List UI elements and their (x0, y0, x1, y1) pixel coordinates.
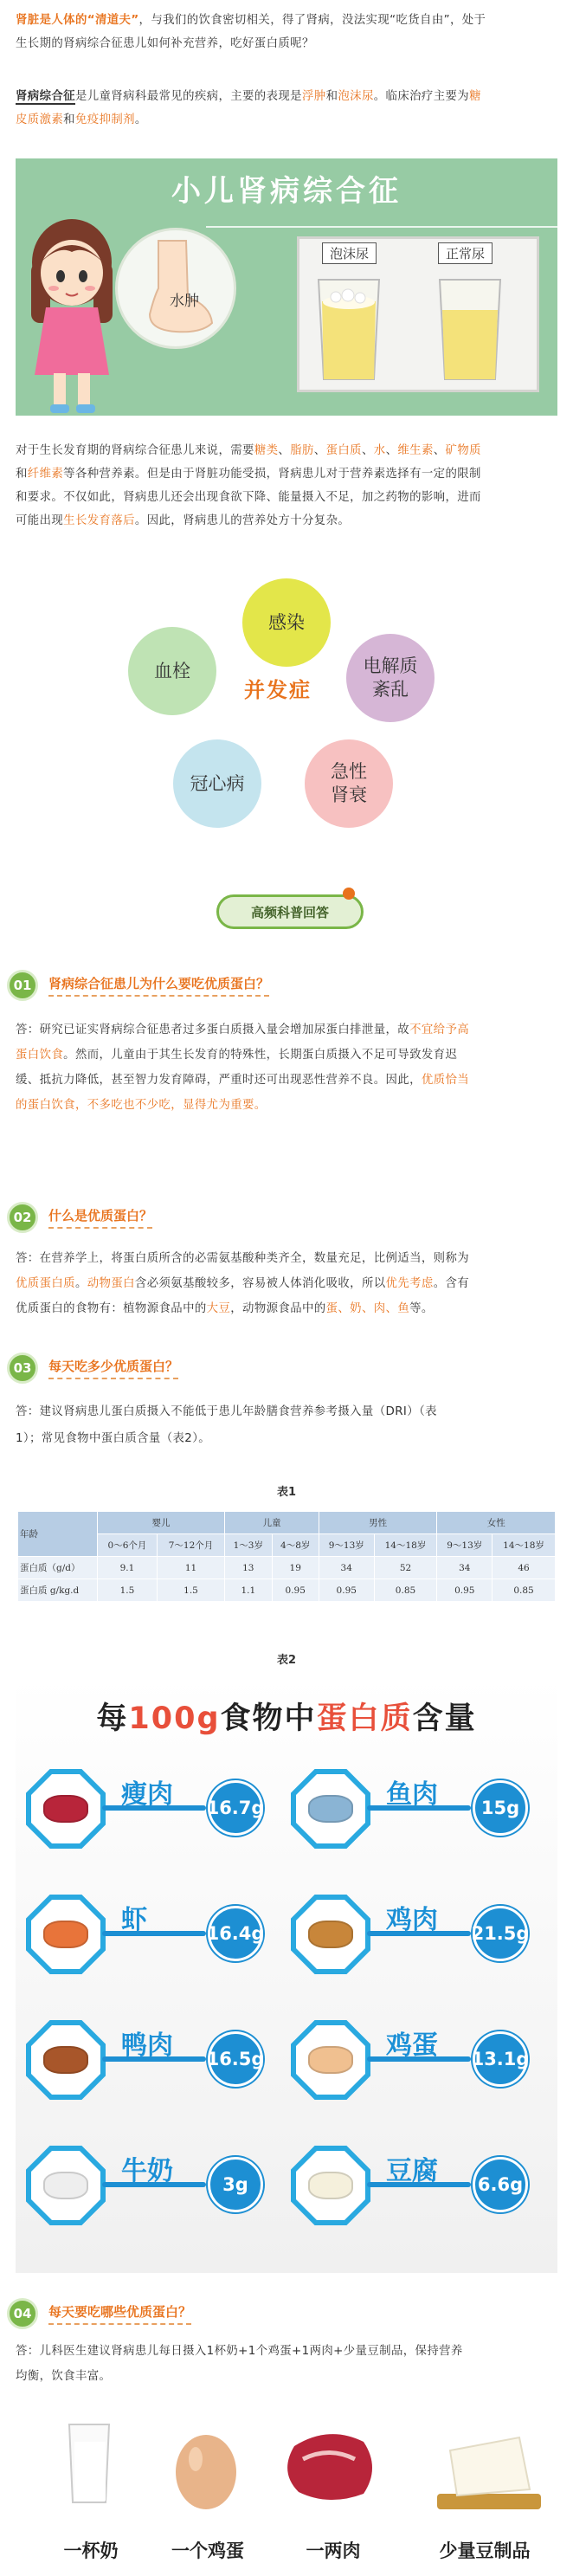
term-growth-delay: 生长发育落后 (63, 514, 135, 527)
term-sugar: 糖 (469, 90, 481, 103)
food-name: 鸡蛋 (386, 2030, 438, 2061)
table1-cell: 0.95 (437, 1579, 493, 1602)
table1-sub: 0～6个月 (98, 1534, 158, 1557)
food-badge (291, 1769, 370, 1849)
value-text: 3g (222, 2174, 248, 2195)
title-part: 含量 (412, 1701, 477, 1736)
food-badge (26, 2146, 106, 2225)
q1-line-4: 的蛋白饮食，不多吃也不少吃，显得尤为重要。 (16, 1099, 267, 1112)
q2-line-2 (16, 1271, 561, 1296)
text: 缓、抵抗力降低，甚至智力发育障碍，严重时还可出现恶性营养不良。因此， (16, 1074, 422, 1087)
food-name: 牛奶 (121, 2156, 173, 2186)
table1-sub: 9～13岁 (437, 1534, 493, 1557)
foam-urine-label: 泡沫尿 (322, 242, 377, 264)
text: 和 (16, 468, 28, 481)
chicken-icon (296, 1900, 365, 1969)
milk-icon (31, 2151, 100, 2220)
food-item (26, 2139, 286, 2234)
sep: 、 (313, 444, 326, 457)
table1-sub: 9～13岁 (319, 1534, 374, 1557)
text: 答：研究已证实肾病综合征患者过多蛋白质摄入量会增加尿蛋白排泄量，故 (16, 1023, 410, 1036)
table1-cell: 1.5 (157, 1579, 224, 1602)
q3-line-2: 1）；常见食物中蛋白质含量（表2）。 (16, 1432, 211, 1445)
complication-thrombosis (128, 627, 216, 715)
table1-cell: 34 (319, 1557, 374, 1579)
table1-cell: 0.95 (319, 1579, 374, 1602)
caption-meat: 一两肉 (306, 2540, 361, 2561)
text: 等。 (409, 1302, 434, 1315)
highlight: 动物蛋白 (87, 1277, 135, 1290)
q1-title: 肾病综合征患儿为什么要吃优质蛋白？ (48, 974, 269, 997)
food-protein-value (208, 1780, 263, 1836)
food-name: 虾 (121, 1905, 147, 1935)
complication-coronary (173, 739, 261, 828)
table1-group: 女性 (437, 1512, 556, 1534)
food-connector (102, 1931, 206, 1936)
q1-number: 01 (7, 970, 38, 1001)
table1-header-row (18, 1512, 556, 1534)
food-item (291, 1762, 550, 1857)
intro-paragraph-2 (16, 85, 561, 132)
nutrient-fat: 脂肪 (290, 444, 314, 457)
meat-icon (287, 2434, 372, 2500)
nutrition-line-4 (16, 509, 561, 533)
value-text: 13.1g (471, 2049, 530, 2069)
text: 。 (74, 1277, 87, 1290)
complication-infection (242, 578, 331, 667)
table1-row-label: 蛋白质 g/kg.d (18, 1579, 98, 1602)
term-immunosuppressant: 免疫抑制剂 (74, 113, 135, 126)
protein-infographic (16, 1675, 557, 2273)
daily-protein-foods-illustration (0, 2398, 573, 2537)
table1-cell: 52 (374, 1557, 437, 1579)
food-item (291, 2013, 550, 2108)
faq-pill-dot (343, 888, 355, 900)
table1-cell: 11 (157, 1557, 224, 1579)
text: 含必须氨基酸较多，容易被人体消化吸收，所以 (134, 1277, 386, 1290)
label: 感染 (268, 611, 305, 633)
table-row (18, 1557, 556, 1579)
banner-title: 小儿肾病综合征 (171, 174, 402, 209)
intro-text: 是儿童肾病科最常见的疾病，主要的表现是 (74, 90, 302, 103)
intro-line-4 (16, 108, 561, 132)
food-name: 鸭肉 (121, 2030, 173, 2061)
value-text: 15g (480, 1798, 520, 1818)
table1-sub: 4～8岁 (272, 1534, 319, 1557)
food-protein-value (473, 2031, 528, 2087)
nutrient-mineral: 矿物质 (445, 444, 481, 457)
q2-number: 02 (7, 1202, 38, 1233)
line: 急性 (331, 761, 367, 782)
sep: 、 (385, 444, 398, 457)
food-protein-value (473, 1780, 528, 1836)
table1-cell: 0.85 (493, 1579, 556, 1602)
egg-icon (296, 2025, 365, 2095)
label: 冠心病 (190, 772, 245, 794)
fish-icon (296, 1774, 365, 1843)
intro-text: 和 (63, 113, 75, 126)
value-text: 16.5g (206, 2049, 265, 2069)
intro-line-3 (16, 85, 561, 108)
value-text: 6.6g (477, 2174, 524, 2195)
intro-text: 。临床治疗主要为 (373, 90, 470, 103)
girl-illustration (16, 210, 128, 416)
q3-answer (16, 1398, 561, 1452)
title-part: 100g (128, 1701, 221, 1736)
table1 (17, 1511, 556, 1602)
table1-cell: 19 (272, 1557, 319, 1579)
q2-line-3 (16, 1296, 561, 1321)
highlight: 优质蛋白质 (16, 1277, 75, 1290)
highlight: 蛋白饮食 (16, 1049, 64, 1062)
text: 等各种营养素。但是由于肾脏功能受损，肾病患儿对于营养素选择有一定的限制 (63, 468, 481, 481)
nutrient-vitamin: 维生素 (397, 444, 434, 457)
food-item (26, 2013, 286, 2108)
text: ，动物源食品中的 (230, 1302, 326, 1315)
duck-icon (31, 2025, 100, 2095)
text: 。含有 (433, 1277, 470, 1290)
food-badge (26, 1769, 106, 1849)
intro-line-1 (16, 9, 561, 32)
meat-icon (31, 1774, 100, 1843)
title-part: 每 (96, 1701, 129, 1736)
term-corticosteroid: 皮质激素 (16, 113, 64, 126)
complications-diagram (0, 571, 573, 857)
text: 。因此，肾病患儿的营养处方十分复杂。 (134, 514, 351, 527)
line: 肾衰 (331, 784, 367, 805)
q4-line-1: 答：儿科医生建议肾病患儿每日摄入1杯奶+1个鸡蛋+1两肉+少量豆制品，保持营养 (16, 2345, 463, 2358)
food-protein-value (473, 1906, 528, 1961)
nutrient-carbs: 糖类 (254, 444, 279, 457)
q2-answer (16, 1246, 561, 1321)
banner-divider (206, 226, 557, 228)
q1-line-3 (16, 1068, 561, 1093)
intro-text: ，与我们的饮食密切相关，得了肾病，没法实现“吃货自由”，处于 (138, 14, 486, 27)
highlight: 蛋、奶、肉、鱼 (325, 1302, 410, 1315)
table1-cell: 13 (225, 1557, 272, 1579)
line: 电解质 (363, 655, 418, 676)
table1-cell: 0.85 (374, 1579, 437, 1602)
caption-tofu: 少量豆制品 (439, 2540, 531, 2561)
complication-aki (305, 739, 393, 828)
highlight: 优质恰当 (421, 1074, 470, 1087)
food-item (291, 1888, 550, 1983)
highlight: 优先考虑 (385, 1277, 434, 1290)
faq-pill-label: 高频科普回答 (250, 904, 329, 920)
food-name: 瘦肉 (121, 1779, 173, 1810)
intro-highlight-cleaner: 肾脏是人体的“清道夫” (16, 14, 139, 27)
food-protein-value (208, 1906, 263, 1961)
table2-caption: 表2 (276, 1654, 297, 1667)
food-item (291, 2139, 550, 2234)
table1-cell: 34 (437, 1557, 493, 1579)
term-nephrotic-syndrome: 肾病综合征 (16, 90, 75, 103)
food-protein-value (208, 2031, 263, 2087)
caption-milk: 一杯奶 (63, 2540, 119, 2561)
food-badge (291, 2020, 370, 2100)
title-part: 食物中 (220, 1701, 317, 1736)
table1-cell: 1.1 (225, 1579, 272, 1602)
tofu-icon (296, 2151, 365, 2220)
value-text: 21.5g (471, 1923, 530, 1944)
line: 紊乱 (372, 679, 409, 700)
nutrient-protein: 蛋白质 (325, 444, 362, 457)
complications-center: 并发症 (244, 678, 312, 702)
food-name: 鸡肉 (386, 1905, 438, 1935)
q2-line-1: 答：在营养学上，将蛋白质所含的必需氨基酸种类齐全，数量充足，比例适当，则称为 (16, 1252, 470, 1265)
q3-title: 每天吃多少优质蛋白？ (48, 1357, 178, 1379)
text: 优质蛋白的食物有：植物源食品中的 (16, 1302, 207, 1315)
value-text: 16.7g (206, 1798, 265, 1818)
label (364, 655, 418, 701)
nutrition-line-1 (16, 439, 561, 462)
faq-pill (216, 894, 364, 929)
title-part: 蛋白质 (316, 1701, 413, 1736)
table1-cell: 0.95 (272, 1579, 319, 1602)
food-badge (26, 2020, 106, 2100)
food-badge (291, 2146, 370, 2225)
egg-icon (176, 2435, 236, 2509)
q1-line-2 (16, 1043, 561, 1068)
table1-group: 婴儿 (98, 1512, 225, 1534)
text: 。然而，儿童由于其生长发育的特殊性，长期蛋白质摄入不足可导致发育迟 (63, 1049, 458, 1062)
q4-answer (16, 2339, 561, 2389)
edema-label: 水肿 (170, 293, 199, 310)
tofu-icon (437, 2437, 541, 2509)
food-item (26, 1762, 286, 1857)
label (331, 760, 367, 807)
food-protein-value (208, 2157, 263, 2212)
milk-cup-icon (69, 2424, 109, 2502)
q1-line-1 (16, 1017, 561, 1043)
intro-text: 。 (134, 113, 147, 126)
nutrition-line-3: 和要求。不仅如此，肾病患儿还会出现食欲下降、能量摄入不足，加之药物的影响，进而 (16, 491, 481, 504)
sep: 、 (278, 444, 291, 457)
table1-cell: 1.5 (98, 1579, 158, 1602)
text: 对于生长发育期的肾病综合征患儿来说，需要 (16, 444, 254, 457)
intro-text: 和 (325, 90, 338, 103)
table1-sub: 7～12个月 (157, 1534, 224, 1557)
intro-line-2: 生长期的肾病综合征患儿如何补充营养，吃好蛋白质呢？ (16, 37, 314, 50)
food-protein-value (473, 2157, 528, 2212)
table1-group: 儿童 (225, 1512, 319, 1534)
food-name: 鱼肉 (386, 1779, 438, 1810)
label: 血栓 (154, 660, 190, 681)
food-name: 豆腐 (386, 2156, 438, 2186)
food-badge (26, 1895, 106, 1974)
intro-paragraph-1 (16, 9, 561, 55)
normal-urine-label: 正常尿 (438, 242, 493, 264)
table1-cell: 9.1 (98, 1557, 158, 1579)
q4-number: 04 (7, 2298, 38, 2329)
q3-line-1: 答：建议肾病患儿蛋白质摄入不能低于患儿年龄膳食营养参考摄入量（DRI）（表 (16, 1405, 437, 1418)
food-badge (291, 1895, 370, 1974)
sep: 、 (433, 444, 446, 457)
table1-subheader-row (18, 1534, 556, 1557)
text: 可能出现 (16, 514, 64, 527)
table-row (18, 1579, 556, 1602)
sep: 、 (361, 444, 374, 457)
infographic-title (16, 1695, 557, 1738)
term-foam-urine: 泡沫尿 (338, 90, 374, 103)
nutrition-line-2 (16, 462, 561, 486)
nutrition-paragraph (16, 439, 561, 533)
shrimp-icon (31, 1900, 100, 1969)
q3-number: 03 (7, 1353, 38, 1384)
caption-egg: 一个鸡蛋 (171, 2540, 244, 2561)
table1-sub: 14～18岁 (493, 1534, 556, 1557)
table1-sub: 14～18岁 (374, 1534, 437, 1557)
table1-age-header: 年龄 (18, 1512, 98, 1557)
q2-title: 什么是优质蛋白？ (48, 1206, 152, 1229)
q1-answer (16, 1017, 561, 1118)
table1-sub: 1～3岁 (225, 1534, 272, 1557)
banner-illustration (16, 158, 557, 416)
nutrient-fiber: 纤维素 (27, 468, 64, 481)
table1-group: 男性 (319, 1512, 437, 1534)
complication-electrolyte (346, 634, 435, 722)
urine-glasses-icon (310, 271, 535, 388)
value-text: 16.4g (206, 1923, 265, 1944)
highlight: 不宜给予高 (409, 1023, 470, 1036)
term-edema: 浮肿 (301, 90, 326, 103)
nutrient-water: 水 (373, 444, 386, 457)
highlight: 大豆 (206, 1302, 231, 1315)
table1-caption: 表1 (276, 1486, 297, 1499)
q4-line-2: 均衡，饮食丰富。 (16, 2370, 112, 2383)
table1-row-label: 蛋白质（g/d） (18, 1557, 98, 1579)
food-item (26, 1888, 286, 1983)
table1-cell: 46 (493, 1557, 556, 1579)
q4-title: 每天要吃哪些优质蛋白？ (48, 2302, 191, 2325)
